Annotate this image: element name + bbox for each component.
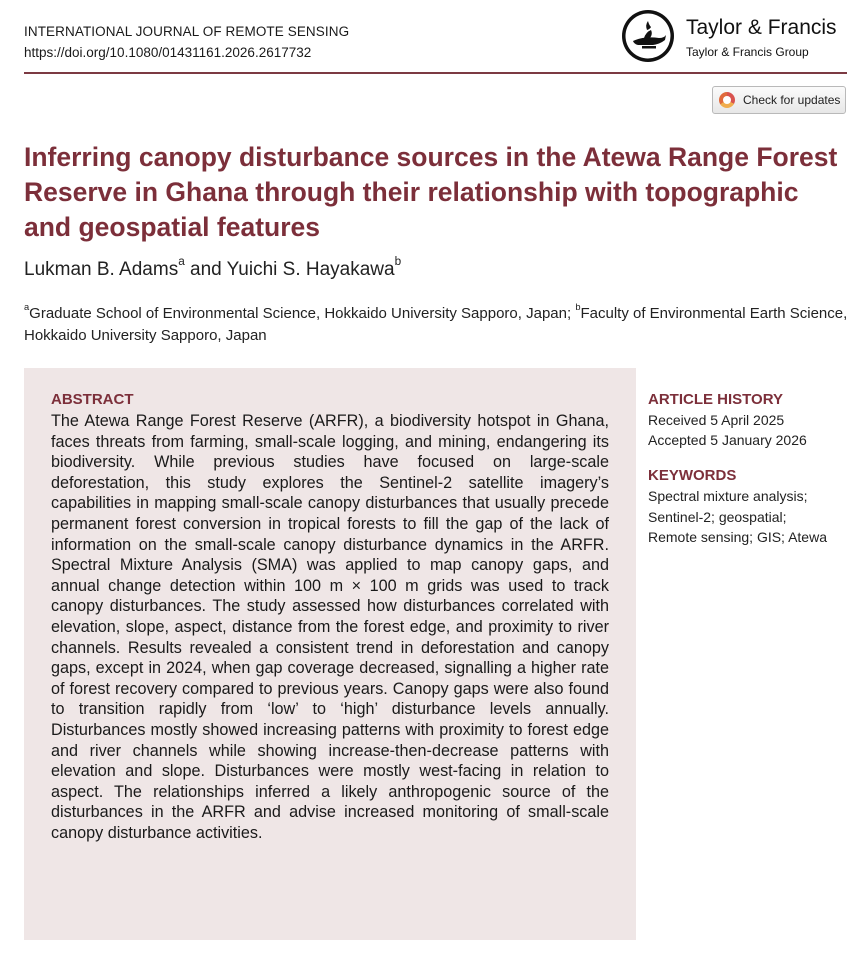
keywords-heading: KEYWORDS	[648, 467, 737, 484]
doi-link[interactable]: https://doi.org/10.1080/01431161.2026.2617732	[24, 45, 312, 60]
publisher-logo[interactable]	[620, 8, 848, 64]
author-name[interactable]: Yuichi S. Hayakawa	[226, 259, 395, 280]
article-title: Inferring canopy disturbance sources in the Atewa Range Forest Reserve in Ghana through their relationship with topographic and geospatial features	[24, 142, 838, 242]
publisher-name: Taylor & Francis	[686, 16, 837, 39]
lamp-icon	[620, 8, 676, 64]
author-conjunction: and	[184, 259, 227, 280]
author-list	[24, 255, 402, 281]
affiliation-text: Faculty of Environmental Earth Science, Hokkaido University Sapporo, Japan	[24, 305, 848, 344]
journal-name: INTERNATIONAL JOURNAL OF REMOTE SENSING	[24, 24, 350, 39]
article-history-heading: ARTICLE HISTORY	[648, 391, 784, 408]
author-name[interactable]: Lukman B. Adams	[24, 259, 179, 280]
affiliation-mark: a	[24, 302, 30, 313]
received-date: Received 5 April 2025	[648, 412, 785, 428]
publisher-group: Taylor & Francis Group	[686, 45, 809, 59]
author-affiliation-mark: b	[394, 255, 402, 269]
accepted-date: Accepted 5 January 2026	[648, 432, 807, 448]
check-for-updates-label: Check for updates	[743, 93, 841, 107]
check-for-updates-button[interactable]	[712, 86, 846, 114]
keyword-line: Remote sensing; GIS; Atewa	[648, 529, 827, 545]
article-history	[648, 390, 853, 450]
affiliation-text: Graduate School of Environmental Science, Hokkaido University Sapporo, Japan;	[29, 305, 576, 322]
keyword-line: Sentinel-2; geospatial;	[648, 508, 787, 525]
keywords	[648, 466, 853, 548]
updates-icon	[719, 92, 735, 108]
author-affiliation-mark: a	[178, 255, 185, 269]
keyword-line: Spectral mixture analysis;	[648, 488, 808, 504]
affiliation-mark: b	[575, 302, 581, 313]
abstract-heading: ABSTRACT	[51, 391, 134, 408]
affiliations	[24, 303, 854, 347]
abstract-box	[24, 368, 636, 940]
header-rule	[24, 72, 847, 74]
abstract-text: The Atewa Range Forest Reserve (ARFR), a biodiversity hotspot in Ghana, faces threats from farming, small-scale logging, and mining, endangering its biodiversity. While previous studies have focused on large-scale deforestation, this study explores the Sentinel-2 satellite imagery’s capabilities in mapping small-scale canopy disturbances that usually precede permanent forest conversion in tropical forests to fill the gap of the lack of information on the small-scale canopy disturbance dynamics in the ARFR. Spectral Mixture Analysis (SMA) was applied to map canopy gaps, and annual change detection within 100 m × 100 m grids was used to track canopy disturbances. The study assessed how disturbances correlated with elevation, slope, aspect, distance from the forest edge, and proximity to river channels. Results revealed a consistent trend in deforestation and canopy gaps, except in 2024, when gap coverage decreased, signalling a higher rate of forest recovery compared to previous years. Canopy gaps were also found to transition rapidly from ‘low’ to ‘high’ disturbance levels annually. Disturbances mostly showed increasing patterns with proximity to forest edge and river channels while showing increase-then-decrease patterns with elevation and slope. Disturbances were mostly west-facing in relation to aspect. The relationships inferred a likely anthropogenic source of the disturbances in the ARFR and advise increased monitoring of small-scale canopy disturbance activities.	[51, 412, 609, 842]
